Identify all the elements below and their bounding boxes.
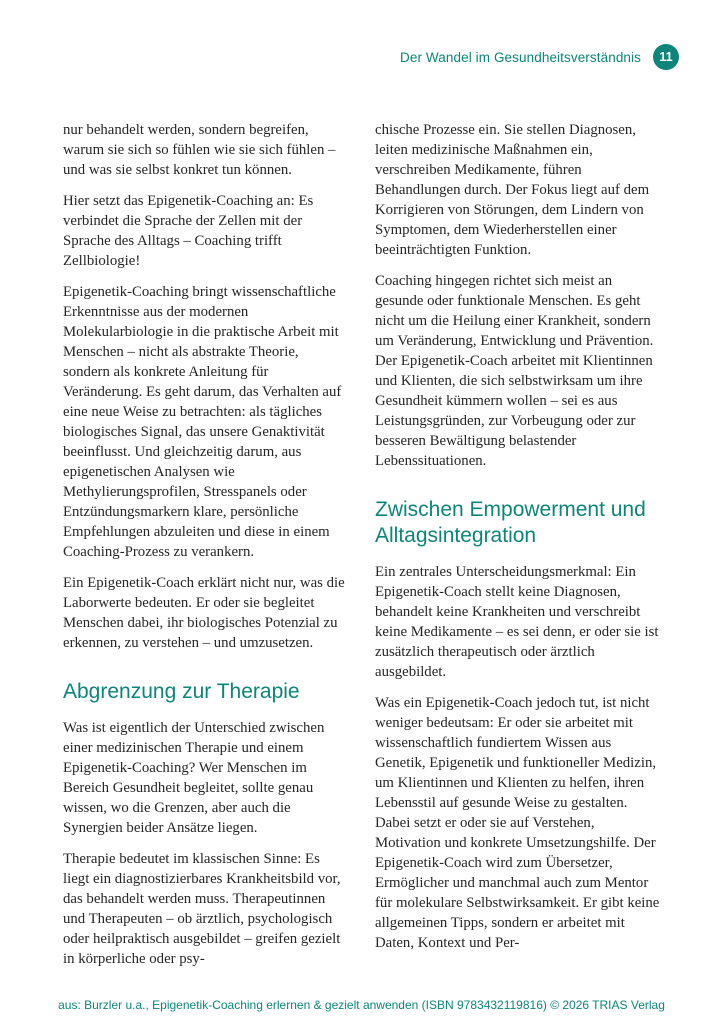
paragraph: Was ein Epigenetik-Coach jedoch tut, ist nicht weniger bedeutsam: Er oder sie arbeitet mit wissenschaftlich fundiertem Wissen aus Genetik, Epigenetik und funktioneller Medizin, um Klientinnen und Klienten zu helfen, ihren Lebensstil auf gesunde Weise zu gestalten. Dabei setzt er oder sie auf Verstehen, Motivation und konkrete Umsetzungshilfe. Der Epigenetik-Coach wird zum Übersetzer, Ermöglicher und manchmal auch zum Mentor für molekulare Selbstwirksamkeit. Er gibt keine allgemeinen Tipps, sondern er arbeitet mit Daten, Kontext und Per-: [375, 695, 660, 951]
paragraph: chische Prozesse ein. Sie stellen Diagnosen, leiten medizinische Maßnahmen ein, verschreiben Medikamente, führen Behandlungen durch. Der Fokus liegt auf dem Korrigieren von Störungen, dem Lindern von Symptomen, dem Wiederherstellen einer beeinträchtigten Funktion.: [375, 122, 650, 258]
paragraph: nur behandelt werden, sondern begreifen, warum sie sich so fühlen wie sie sich fühlen – und was sie selbst konkret tun können.: [63, 122, 336, 178]
page-content: [63, 120, 662, 980]
section-heading-abgrenzung-zur-therapie: Abgrenzung zur Therapie: [63, 680, 300, 703]
page-header: [63, 44, 679, 70]
paragraph: Therapie bedeutet im klassischen Sinne: Es liegt ein diagnostizierbares Krankheitsbild vor, das behandelt werden muss. Therapeutinnen und Therapeuten – ob ärztlich, psychologisch oder heilpraktisch ausgebildet – greifen gezielt in körperliche oder psy-: [63, 851, 341, 967]
section-heading-zwischen-empowerment: Zwischen Empowerment und Alltagsintegration: [375, 498, 646, 547]
right-column: [375, 120, 661, 980]
paragraph: Ein zentrales Unterscheidungsmerkmal: Ein Epigenetik-Coach stellt keine Diagnosen, behandelt keine Krankheiten und verschreibt keine Medikamente – es sei denn, er oder sie ist zusätzlich therapeutisch oder ärztlich ausgebildet.: [375, 564, 659, 680]
running-header-title: Der Wandel im Gesundheitsverständnis: [400, 49, 641, 65]
paragraph: Hier setzt das Epigenetik-Coaching an: Es verbindet die Sprache der Zellen mit der Sprache des Alltags – Coaching trifft Zellbiologie!: [63, 193, 314, 269]
paragraph: Ein Epigenetik-Coach erklärt nicht nur, was die Laborwerte bedeuten. Er oder sie begleitet Menschen dabei, ihr biologisches Potenzial zu erkennen, zu verstehen – und umzusetzen.: [63, 575, 345, 651]
footer-credit: aus: Burzler u.a., Epigenetik-Coaching erlernen & gezielt anwenden (ISBN 9783432119816) © 2026 TRIAS Verlag: [58, 998, 665, 1012]
paragraph: Coaching hingegen richtet sich meist an gesunde oder funktionale Menschen. Es geht nicht um die Heilung einer Krankheit, sondern um Veränderung, Entwicklung und Prävention. Der Epigenetik-Coach arbeitet mit Klientinnen und Klienten, die sich selbstwirksam um ihre Gesundheit kümmern wollen – sei es aus Leistungsgründen, zur Vorbeugung oder zur besseren Bewältigung belastender Lebenssituationen.: [375, 273, 654, 469]
paragraph: Epigenetik-Coaching bringt wissenschaftliche Erkenntnisse aus der modernen Molekularbiologie in die praktische Arbeit mit Menschen – nicht als abstrakte Theorie, sondern als konkrete Anleitung für Veränderung. Es geht darum, das Verhalten auf eine neue Weise zu betrachten: als tägliches biologisches Signal, das unsere Genaktivität beeinflusst. Und gleichzeitig darum, aus epigenetischen Analysen wie Methylierungsprofilen, Stresspanels oder Entzündungsmarkern klare, persönliche Empfehlungen abzuleiten und diese in einem Coaching-Prozess zu verankern.: [63, 284, 342, 560]
page-number-badge: 11: [653, 44, 679, 70]
paragraph: Was ist eigentlich der Unterschied zwischen einer medizinischen Therapie und einem Epigenetik-Coaching? Wer Menschen im Bereich Gesundheit begleitet, sollte genau wissen, wo die Grenzen, aber auch die Synergien beider Ansätze liegen.: [63, 720, 325, 836]
left-column: [63, 120, 349, 980]
